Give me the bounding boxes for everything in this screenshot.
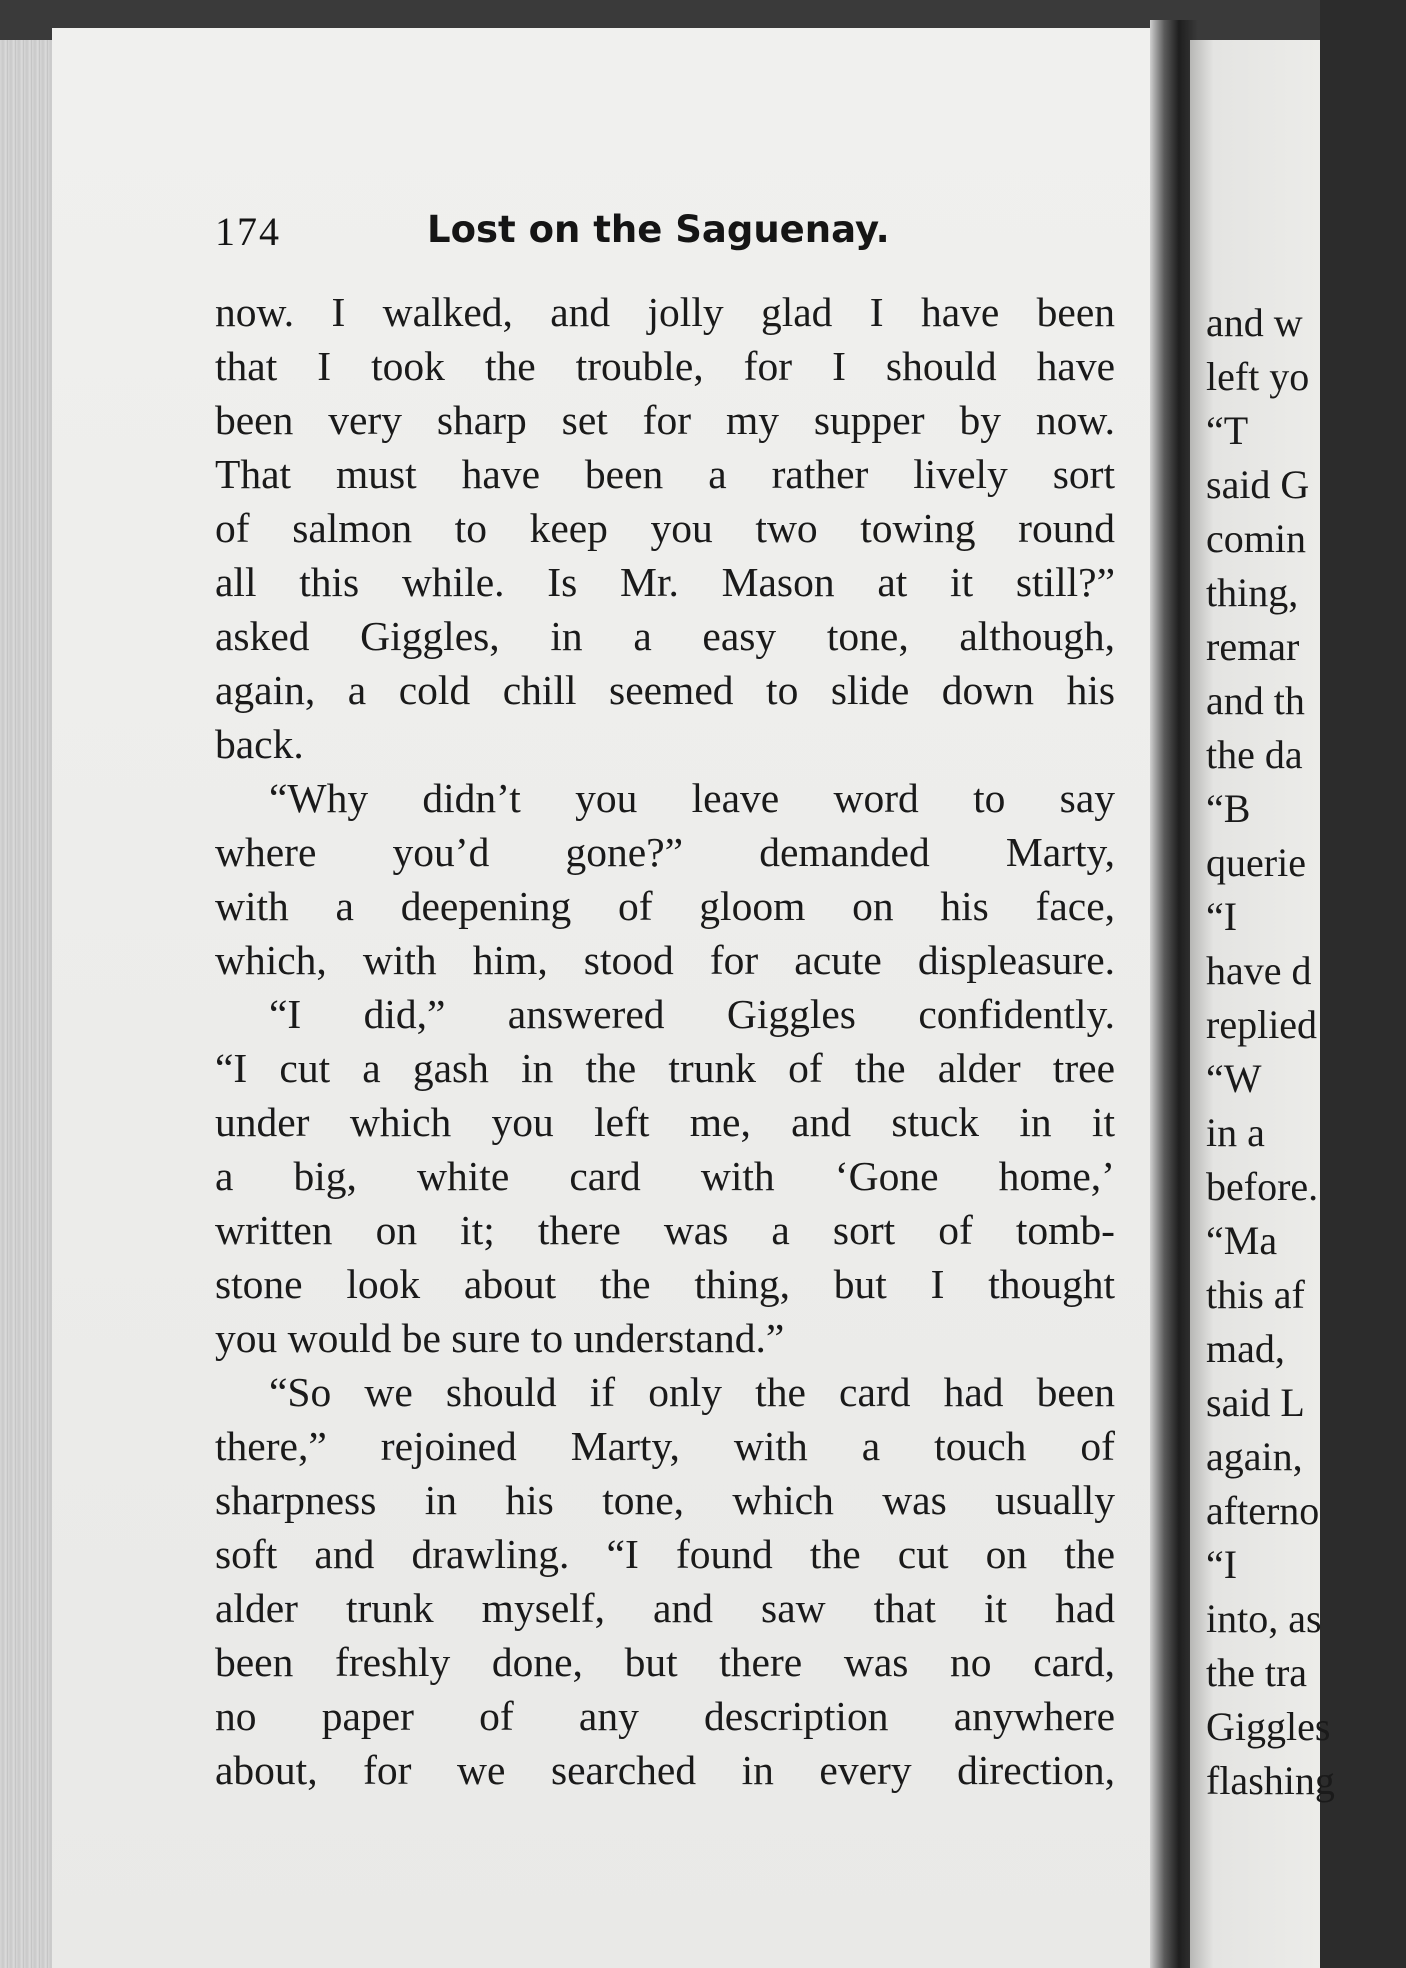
text-line: in a xyxy=(1206,1110,1265,1155)
text-line: stone look about the thing, but I thought xyxy=(215,1261,1115,1307)
text-line: before. xyxy=(1206,1164,1319,1209)
text-line: there,” rejoined Marty, with a touch of xyxy=(215,1423,1115,1469)
text-line: with a deepening of gloom on his face, xyxy=(215,883,1115,929)
text-line: “I did,” answered Giggles confidently. xyxy=(269,991,1115,1037)
text-line: and w xyxy=(1206,300,1303,345)
text-line: left yo xyxy=(1206,354,1310,399)
text-line: you would be sure to understand.” xyxy=(215,1315,785,1361)
text-line: this af xyxy=(1206,1272,1305,1317)
text-line: “Ma xyxy=(1206,1218,1278,1263)
text-line: afterno xyxy=(1206,1488,1320,1533)
text-line: “I xyxy=(1206,1542,1238,1587)
text-line: been freshly done, but there was no card, xyxy=(215,1639,1115,1685)
text-line: thing, xyxy=(1206,570,1299,615)
text-line: of salmon to keep you two towing round xyxy=(215,505,1115,551)
text-line: been very sharp set for my supper by now. xyxy=(215,397,1115,443)
text-line: querie xyxy=(1206,840,1306,885)
text-line: asked Giggles, in a easy tone, although, xyxy=(215,613,1115,659)
text-line: soft and drawling. “I found the cut on the xyxy=(215,1531,1115,1577)
text-line: the da xyxy=(1206,732,1303,777)
text-line: no paper of any description anywhere xyxy=(215,1693,1115,1739)
text-line: alder trunk myself, and saw that it had xyxy=(215,1585,1115,1631)
text-line: said L xyxy=(1206,1380,1305,1425)
text-line: comin xyxy=(1206,516,1306,561)
page-edges xyxy=(0,40,60,1968)
text-line: remar xyxy=(1206,624,1300,669)
text-line: where you’d gone?” demanded Marty, xyxy=(215,829,1115,875)
text-line: that I took the trouble, for I should have xyxy=(215,343,1115,389)
text-line: back. xyxy=(215,721,304,767)
text-line: sharpness in his tone, which was usually xyxy=(215,1477,1115,1523)
text-line: “So we should if only the card had been xyxy=(269,1369,1115,1415)
page-title: Lost on the Saguenay. xyxy=(427,208,890,251)
text-line: That must have been a rather lively sort xyxy=(215,451,1115,497)
text-line: about, for we searched in every direction, xyxy=(215,1747,1115,1793)
text-line: “B xyxy=(1206,786,1251,831)
page-number: 174 xyxy=(215,209,281,254)
right-page-body xyxy=(1206,296,1406,1808)
text-line: Giggles xyxy=(1206,1704,1331,1749)
running-head xyxy=(215,208,1095,268)
text-line: “Why didn’t you leave word to say xyxy=(269,775,1115,821)
text-line: flashing xyxy=(1206,1758,1335,1803)
text-line: mad, xyxy=(1206,1326,1285,1371)
text-line: which, with him, stood for acute displeasure. xyxy=(215,937,1115,983)
text-line: have d xyxy=(1206,948,1312,993)
text-line: the tra xyxy=(1206,1650,1308,1695)
text-line: replied xyxy=(1206,1002,1318,1047)
text-line: a big, white card with ‘Gone home,’ xyxy=(215,1153,1115,1199)
text-line: said G xyxy=(1206,462,1310,507)
text-line: under which you left me, and stuck in it xyxy=(215,1099,1115,1145)
text-line: all this while. Is Mr. Mason at it still?” xyxy=(215,559,1115,605)
right-page-fragment xyxy=(1190,40,1335,1968)
text-line: now. I walked, and jolly glad I have been xyxy=(215,289,1115,335)
text-line: “I cut a gash in the trunk of the alder tree xyxy=(215,1045,1115,1091)
text-line: into, as xyxy=(1206,1596,1322,1641)
text-line: written on it; there was a sort of tomb- xyxy=(215,1207,1115,1253)
text-line: again, xyxy=(1206,1434,1303,1479)
text-line: again, a cold chill seemed to slide down his xyxy=(215,667,1115,713)
text-line: “I xyxy=(1206,894,1238,939)
text-line: “W xyxy=(1206,1056,1262,1101)
text-line: and th xyxy=(1206,678,1305,723)
text-line: “T xyxy=(1206,408,1249,453)
left-page-body xyxy=(215,285,1115,1797)
